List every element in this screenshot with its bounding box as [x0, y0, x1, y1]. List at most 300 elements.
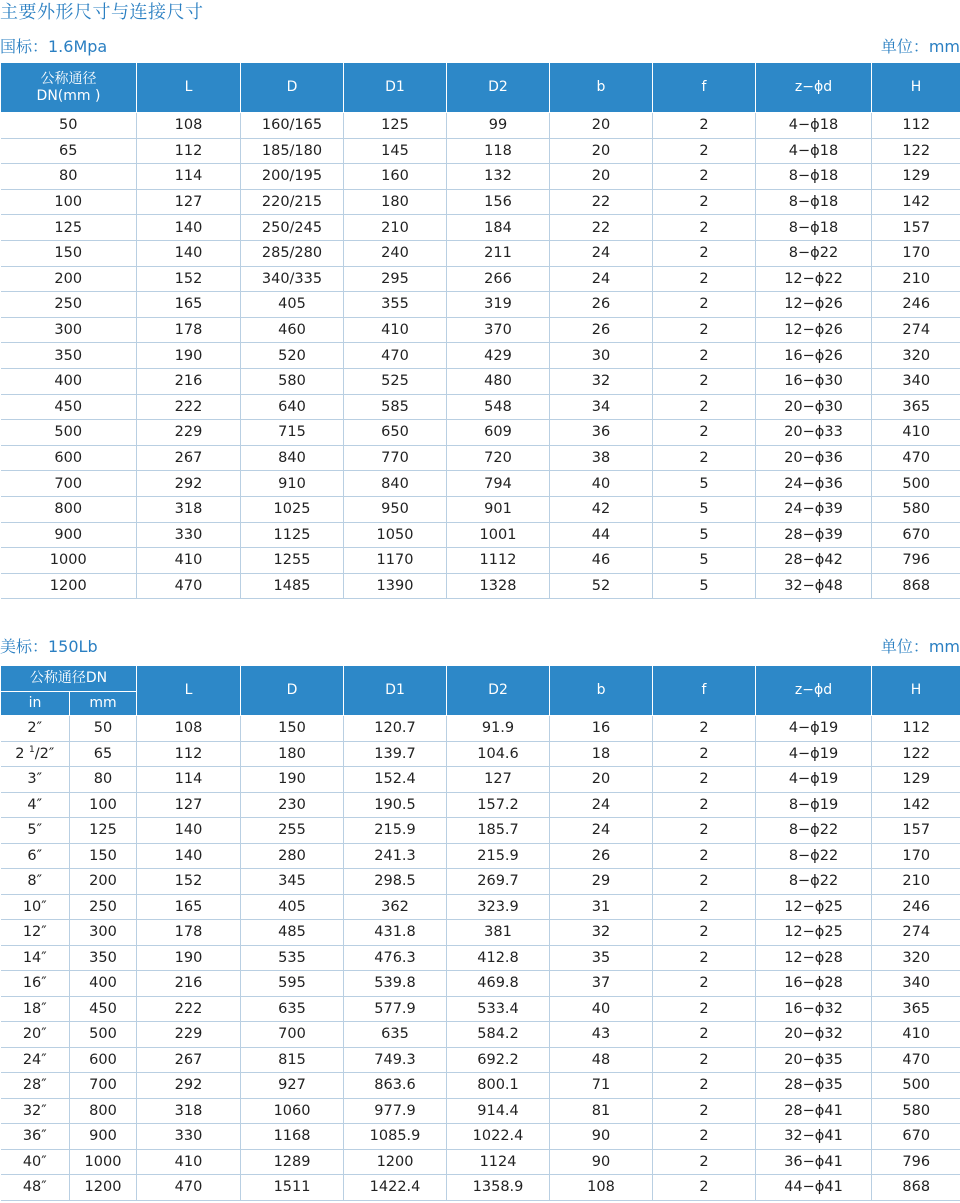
table-row: [1, 1124, 960, 1150]
table-cell: 796: [872, 1149, 960, 1175]
table-row: [1, 1073, 960, 1099]
table-cell: 5: [653, 573, 756, 599]
table-cell: 8−ϕ22: [756, 869, 872, 895]
table-cell: 150: [70, 843, 137, 869]
column-header: D2: [447, 63, 550, 113]
table-cell: 8″: [1, 869, 70, 895]
table-cell: 1289: [241, 1149, 344, 1175]
table-cell: 480: [447, 368, 550, 394]
table-row: [1, 420, 960, 446]
table-cell: 114: [137, 767, 241, 793]
table-cell: 340: [872, 368, 960, 394]
table-cell: 80: [1, 164, 137, 190]
table-cell: 160/165: [241, 113, 344, 139]
table-cell: 1000: [70, 1149, 137, 1175]
table-cell: 22: [550, 189, 653, 215]
column-header: H: [872, 63, 960, 113]
table-cell: 16−ϕ28: [756, 971, 872, 997]
column-header: z−ϕd: [756, 666, 872, 716]
table-cell: 157: [872, 818, 960, 844]
table-cell: 292: [137, 1073, 241, 1099]
table-cell: 670: [872, 522, 960, 548]
table-cell: 180: [241, 741, 344, 767]
table-cell: 28−ϕ39: [756, 522, 872, 548]
table-cell: 927: [241, 1073, 344, 1099]
table-row: [1, 215, 960, 241]
table-cell: 31: [550, 894, 653, 920]
table-cell: 250/245: [241, 215, 344, 241]
table-cell: 250: [1, 292, 137, 318]
table-cell: 429: [447, 343, 550, 369]
table-cell: 220/215: [241, 189, 344, 215]
table-cell: 5″: [1, 818, 70, 844]
table-cell: 700: [241, 1022, 344, 1048]
table-cell: 318: [137, 496, 241, 522]
table-cell: 692.2: [447, 1047, 550, 1073]
table-cell: 500: [872, 471, 960, 497]
table-cell: 1255: [241, 548, 344, 574]
table-cell: 104.6: [447, 741, 550, 767]
gb-dimension-table: [0, 62, 960, 599]
table-cell: 600: [1, 445, 137, 471]
table-cell: 24−ϕ39: [756, 496, 872, 522]
table-cell: 18: [550, 741, 653, 767]
table-cell: 20″: [1, 1022, 70, 1048]
table-cell: 800.1: [447, 1073, 550, 1099]
table-cell: 20−ϕ32: [756, 1022, 872, 1048]
table-cell: 246: [872, 292, 960, 318]
table-cell: 108: [550, 1175, 653, 1201]
table-cell: 142: [872, 792, 960, 818]
table-cell: 8−ϕ22: [756, 818, 872, 844]
table-cell: 122: [872, 741, 960, 767]
table-cell: 580: [872, 1098, 960, 1124]
table-cell: 2: [653, 920, 756, 946]
table-cell: 24: [550, 240, 653, 266]
table-cell: 635: [344, 1022, 447, 1048]
table-cell: 125: [344, 113, 447, 139]
table-cell: 32″: [1, 1098, 70, 1124]
table-cell: 26: [550, 843, 653, 869]
table-cell: 140: [137, 843, 241, 869]
table-cell: 20: [550, 113, 653, 139]
table-cell: 295: [344, 266, 447, 292]
table-cell: 150: [1, 240, 137, 266]
column-header: D: [241, 63, 344, 113]
table-cell: 3″: [1, 767, 70, 793]
table-cell: 720: [447, 445, 550, 471]
table-cell: 635: [241, 996, 344, 1022]
table-cell: 2 $^1$/2″: [1, 741, 70, 767]
table-cell: 580: [872, 496, 960, 522]
table-cell: 229: [137, 1022, 241, 1048]
table-cell: 2: [653, 420, 756, 446]
table-cell: 40: [550, 471, 653, 497]
table-cell: 32−ϕ48: [756, 573, 872, 599]
table-cell: 2: [653, 215, 756, 241]
table-cell: 2: [653, 368, 756, 394]
table-cell: 152.4: [344, 767, 447, 793]
table-cell: 216: [137, 971, 241, 997]
column-header: f: [653, 63, 756, 113]
table-cell: 40″: [1, 1149, 70, 1175]
table-cell: 178: [137, 920, 241, 946]
table-cell: 8−ϕ18: [756, 215, 872, 241]
table-cell: 250: [70, 894, 137, 920]
table-row: [1, 1022, 960, 1048]
table-cell: 500: [1, 420, 137, 446]
table-cell: 32: [550, 368, 653, 394]
table-cell: 118: [447, 138, 550, 164]
table-cell: 142: [872, 189, 960, 215]
table-cell: 450: [70, 996, 137, 1022]
table-cell: 815: [241, 1047, 344, 1073]
table-row: [1, 716, 960, 742]
table-cell: 50: [70, 716, 137, 742]
table-cell: 280: [241, 843, 344, 869]
table-cell: 535: [241, 945, 344, 971]
table-cell: 46: [550, 548, 653, 574]
table-row: [1, 920, 960, 946]
table-cell: 24: [550, 792, 653, 818]
table-row: [1, 394, 960, 420]
table-cell: 112: [872, 113, 960, 139]
table-cell: 5: [653, 471, 756, 497]
table-cell: 2: [653, 767, 756, 793]
table-cell: 190.5: [344, 792, 447, 818]
table-row: [1, 471, 960, 497]
table-cell: 20−ϕ30: [756, 394, 872, 420]
table-cell: 2: [653, 445, 756, 471]
table-cell: 4″: [1, 792, 70, 818]
table-cell: 184: [447, 215, 550, 241]
table-row: [1, 164, 960, 190]
table-cell: 274: [872, 317, 960, 343]
column-header: f: [653, 666, 756, 716]
table-cell: 2: [653, 741, 756, 767]
table-cell: 2: [653, 266, 756, 292]
table-cell: 700: [70, 1073, 137, 1099]
table-cell: 180: [344, 189, 447, 215]
table-cell: 5: [653, 496, 756, 522]
table-cell: 520: [241, 343, 344, 369]
table-cell: 32−ϕ41: [756, 1124, 872, 1150]
table-cell: 2: [653, 343, 756, 369]
ansi-unit-label: 单位：mm: [880, 637, 960, 656]
table-cell: 2: [653, 113, 756, 139]
table-cell: 400: [70, 971, 137, 997]
table-cell: 12−ϕ26: [756, 292, 872, 318]
table-cell: 577.9: [344, 996, 447, 1022]
table-cell: 2: [653, 1175, 756, 1201]
table-cell: 1125: [241, 522, 344, 548]
table-cell: 210: [344, 215, 447, 241]
table-cell: 28−ϕ41: [756, 1098, 872, 1124]
table-cell: 100: [1, 189, 137, 215]
table-cell: 533.4: [447, 996, 550, 1022]
table-cell: 2: [653, 869, 756, 895]
table-cell: 749.3: [344, 1047, 447, 1073]
table-cell: 4−ϕ19: [756, 741, 872, 767]
table-cell: 8−ϕ18: [756, 189, 872, 215]
table-cell: 2: [653, 292, 756, 318]
table-cell: 4−ϕ18: [756, 138, 872, 164]
table-cell: 20: [550, 767, 653, 793]
table-cell: 1124: [447, 1149, 550, 1175]
table-cell: 200: [1, 266, 137, 292]
table-cell: 840: [241, 445, 344, 471]
table-cell: 1200: [1, 573, 137, 599]
table-cell: 190: [137, 945, 241, 971]
table-cell: 16−ϕ26: [756, 343, 872, 369]
table-cell: 2: [653, 1098, 756, 1124]
table-cell: 211: [447, 240, 550, 266]
table-cell: 28″: [1, 1073, 70, 1099]
table-row: [1, 548, 960, 574]
table-cell: 2: [653, 996, 756, 1022]
table-cell: 2: [653, 164, 756, 190]
table-cell: 405: [241, 292, 344, 318]
table-cell: 28−ϕ42: [756, 548, 872, 574]
gb-unit-label: 单位：mm: [880, 37, 960, 56]
table-cell: 1085.9: [344, 1124, 447, 1150]
table-cell: 37: [550, 971, 653, 997]
table-cell: 469.8: [447, 971, 550, 997]
table-cell: 900: [1, 522, 137, 548]
table-row: [1, 792, 960, 818]
table-cell: 400: [1, 368, 137, 394]
table-cell: 405: [241, 894, 344, 920]
table-cell: 16″: [1, 971, 70, 997]
table-cell: 145: [344, 138, 447, 164]
table-cell: 901: [447, 496, 550, 522]
table-cell: 365: [872, 394, 960, 420]
table-cell: 122: [872, 138, 960, 164]
table-cell: 2: [653, 189, 756, 215]
table-row: [1, 894, 960, 920]
table-cell: 152: [137, 266, 241, 292]
table-cell: 2: [653, 1022, 756, 1048]
table-cell: 127: [137, 792, 241, 818]
table-cell: 20: [550, 138, 653, 164]
table-cell: 770: [344, 445, 447, 471]
table-cell: 12−ϕ26: [756, 317, 872, 343]
table-cell: 1050: [344, 522, 447, 548]
column-header: D1: [344, 63, 447, 113]
table-cell: 910: [241, 471, 344, 497]
table-cell: 16−ϕ32: [756, 996, 872, 1022]
table-cell: 28−ϕ35: [756, 1073, 872, 1099]
table-cell: 1168: [241, 1124, 344, 1150]
table-cell: 170: [872, 240, 960, 266]
table-cell: 114: [137, 164, 241, 190]
table-cell: 595: [241, 971, 344, 997]
column-header: b: [550, 666, 653, 716]
table-cell: 48: [550, 1047, 653, 1073]
table-cell: 362: [344, 894, 447, 920]
table-cell: 112: [137, 741, 241, 767]
table-cell: 500: [872, 1073, 960, 1099]
table-cell: 112: [872, 716, 960, 742]
table-cell: 12−ϕ25: [756, 920, 872, 946]
table-cell: 585: [344, 394, 447, 420]
table-row: [1, 843, 960, 869]
table-cell: 255: [241, 818, 344, 844]
table-cell: 48″: [1, 1175, 70, 1201]
table-cell: 150: [241, 716, 344, 742]
table-cell: 1060: [241, 1098, 344, 1124]
table-cell: 30: [550, 343, 653, 369]
table-cell: 157.2: [447, 792, 550, 818]
table-row: [1, 1149, 960, 1175]
table-cell: 42: [550, 496, 653, 522]
table-cell: 20−ϕ36: [756, 445, 872, 471]
table-cell: 2: [653, 792, 756, 818]
table-cell: 2: [653, 843, 756, 869]
table-row: [1, 1175, 960, 1201]
table-cell: 370: [447, 317, 550, 343]
table-cell: 2: [653, 240, 756, 266]
table-cell: 292: [137, 471, 241, 497]
table-cell: 2: [653, 317, 756, 343]
table-cell: 50: [1, 113, 137, 139]
table-cell: 65: [70, 741, 137, 767]
table-cell: 410: [137, 1149, 241, 1175]
table-cell: 132: [447, 164, 550, 190]
table-cell: 548: [447, 394, 550, 420]
table-cell: 381: [447, 920, 550, 946]
table-cell: 330: [137, 522, 241, 548]
column-header: 公称通径 DN(mm ): [1, 63, 137, 113]
table-cell: 2: [653, 818, 756, 844]
page-title: 主要外形尺寸与连接尺寸: [0, 2, 204, 23]
table-row: [1, 869, 960, 895]
table-cell: 125: [70, 818, 137, 844]
table-cell: 1200: [344, 1149, 447, 1175]
table-cell: 22: [550, 215, 653, 241]
table-cell: 450: [1, 394, 137, 420]
table-cell: 20−ϕ35: [756, 1047, 872, 1073]
table-cell: 190: [137, 343, 241, 369]
table-cell: 8−ϕ18: [756, 164, 872, 190]
table-cell: 200: [70, 869, 137, 895]
table-cell: 139.7: [344, 741, 447, 767]
table-cell: 650: [344, 420, 447, 446]
table-row: [1, 945, 960, 971]
table-cell: 38: [550, 445, 653, 471]
table-cell: 1390: [344, 573, 447, 599]
table-cell: 318: [137, 1098, 241, 1124]
table-cell: 431.8: [344, 920, 447, 946]
table-cell: 152: [137, 869, 241, 895]
table-cell: 165: [137, 894, 241, 920]
column-header: D: [241, 666, 344, 716]
table-cell: 950: [344, 496, 447, 522]
table-cell: 2: [653, 716, 756, 742]
table-cell: 8−ϕ19: [756, 792, 872, 818]
table-cell: 36−ϕ41: [756, 1149, 872, 1175]
table-cell: 500: [70, 1022, 137, 1048]
table-cell: 99: [447, 113, 550, 139]
table-cell: 300: [70, 920, 137, 946]
table-cell: 470: [344, 343, 447, 369]
table-cell: 34: [550, 394, 653, 420]
table-cell: 2: [653, 945, 756, 971]
table-cell: 1358.9: [447, 1175, 550, 1201]
table-cell: 4−ϕ19: [756, 767, 872, 793]
table-cell: 185.7: [447, 818, 550, 844]
table-cell: 285/280: [241, 240, 344, 266]
table-cell: 190: [241, 767, 344, 793]
column-header: L: [137, 666, 241, 716]
table-cell: 24−ϕ36: [756, 471, 872, 497]
table-cell: 229: [137, 420, 241, 446]
table-cell: 350: [70, 945, 137, 971]
table-cell: 24: [550, 266, 653, 292]
column-header: D2: [447, 666, 550, 716]
table-cell: 100: [70, 792, 137, 818]
table-cell: 108: [137, 716, 241, 742]
table-cell: 1422.4: [344, 1175, 447, 1201]
table-cell: 26: [550, 292, 653, 318]
table-cell: 470: [137, 1175, 241, 1201]
table-cell: 977.9: [344, 1098, 447, 1124]
table-cell: 90: [550, 1124, 653, 1150]
table-cell: 525: [344, 368, 447, 394]
table-cell: 29: [550, 869, 653, 895]
table-cell: 670: [872, 1124, 960, 1150]
table-cell: 330: [137, 1124, 241, 1150]
column-header: z−ϕd: [756, 63, 872, 113]
table-cell: 2: [653, 394, 756, 420]
ansi-dimension-table: [0, 665, 960, 1201]
table-cell: 6″: [1, 843, 70, 869]
table-cell: 323.9: [447, 894, 550, 920]
table-row: [1, 522, 960, 548]
table-cell: 470: [872, 1047, 960, 1073]
table-cell: 160: [344, 164, 447, 190]
table-cell: 10″: [1, 894, 70, 920]
table-row: [1, 113, 960, 139]
table-cell: 267: [137, 1047, 241, 1073]
table-cell: 222: [137, 996, 241, 1022]
table-cell: 410: [872, 420, 960, 446]
table-row: [1, 138, 960, 164]
table-cell: 319: [447, 292, 550, 318]
table-cell: 600: [70, 1047, 137, 1073]
table-cell: 1025: [241, 496, 344, 522]
table-cell: 127: [137, 189, 241, 215]
table-cell: 868: [872, 1175, 960, 1201]
table-cell: 185/180: [241, 138, 344, 164]
table-cell: 269.7: [447, 869, 550, 895]
table-cell: 298.5: [344, 869, 447, 895]
table-cell: 470: [137, 573, 241, 599]
table-cell: 340/335: [241, 266, 344, 292]
table-cell: 266: [447, 266, 550, 292]
table-cell: 36: [550, 420, 653, 446]
table-cell: 470: [872, 445, 960, 471]
table-cell: 1001: [447, 522, 550, 548]
table-cell: 1000: [1, 548, 137, 574]
table-row: [1, 240, 960, 266]
table-cell: 90: [550, 1149, 653, 1175]
table-cell: 2: [653, 138, 756, 164]
table-cell: 640: [241, 394, 344, 420]
column-header: D1: [344, 666, 447, 716]
table-cell: 71: [550, 1073, 653, 1099]
table-cell: 5: [653, 548, 756, 574]
